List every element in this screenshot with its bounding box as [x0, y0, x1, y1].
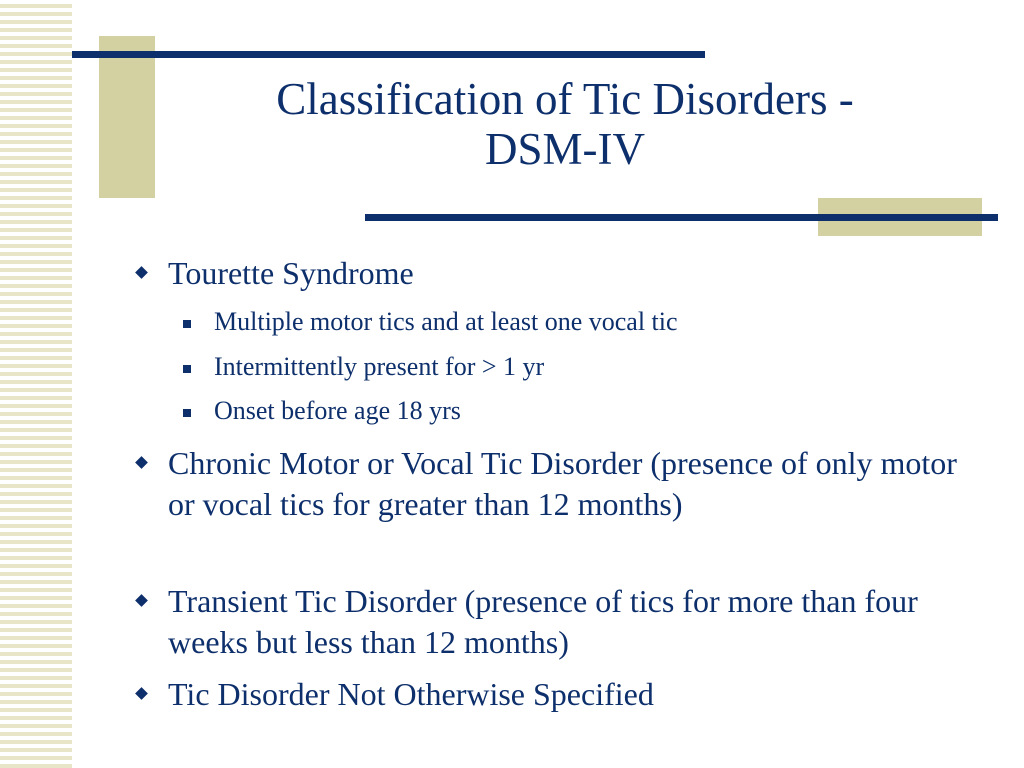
bullet-item-tourette: Tourette Syndrome [168, 255, 414, 291]
bullet-item-nos: Tic Disorder Not Otherwise Specified [168, 676, 654, 712]
diamond-bullet-icon [135, 266, 148, 279]
title-line-1: Classification of Tic Disorders - [276, 74, 854, 124]
title-line-2: DSM-IV [484, 124, 645, 174]
sub-item-intermittent: Intermittently present for > 1 yr [214, 352, 545, 381]
sub-item-motor-vocal: Multiple motor tics and at least one vocal tic [214, 307, 678, 336]
diamond-bullet-icon [135, 687, 148, 700]
bullet-item-transient: Transient Tic Disorder (presence of tics for more than four weeks but less than 12 months) [168, 583, 918, 660]
square-bullet-icon [183, 320, 191, 328]
bullet-item-chronic: Chronic Motor or Vocal Tic Disorder (presence of only motor or vocal tics for greater than 12 months) [168, 445, 957, 522]
square-bullet-icon [183, 409, 191, 417]
diamond-bullet-icon [135, 594, 148, 607]
diamond-bullet-icon [135, 456, 148, 469]
sub-item-onset: Onset before age 18 yrs [214, 396, 461, 425]
square-bullet-icon [183, 365, 191, 373]
